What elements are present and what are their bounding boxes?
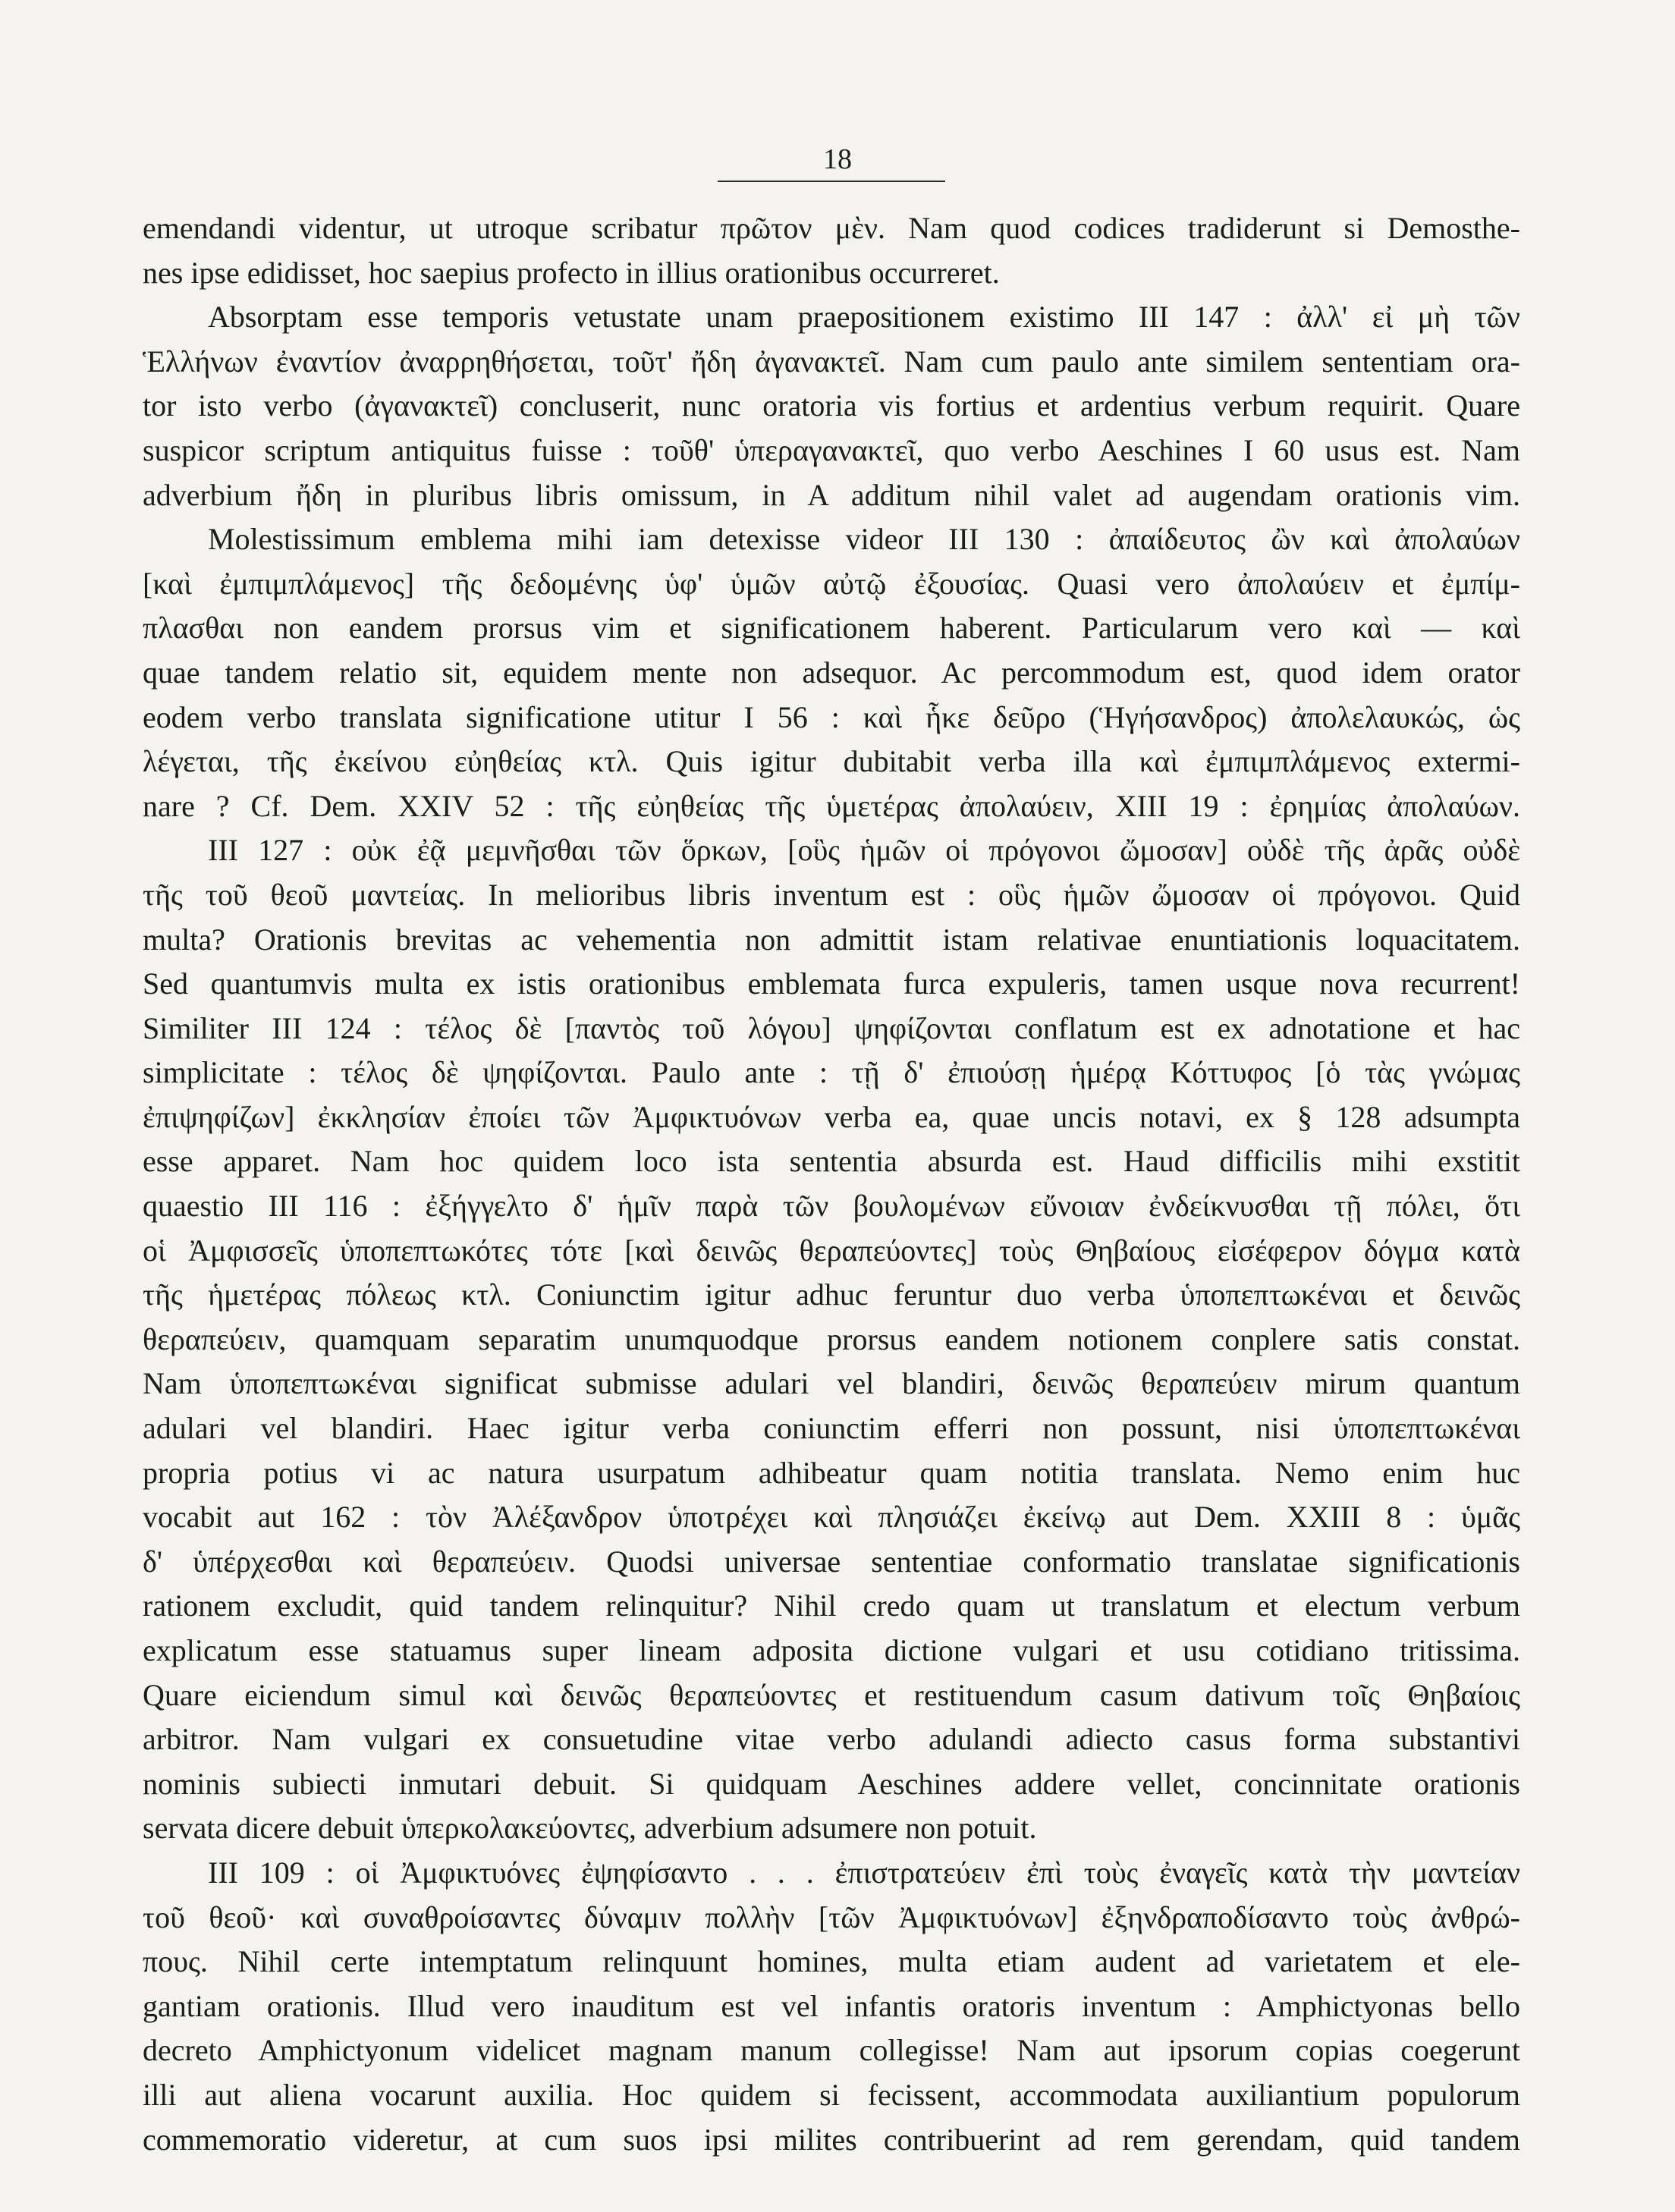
- text-line: arbitror. Nam vulgari ex consuetudine vitae verbo adulandi adiecto casus forma substantivi: [143, 1722, 1520, 1757]
- body-text: [143, 206, 1520, 2162]
- text-line: Absorptam esse temporis vetustate unam praepositionem existimo III 147 : ἀλλ' εἰ μὴ τῶν: [208, 300, 1520, 335]
- text-line: commemoratio videretur, at cum suos ipsi milites contribuerint ad rem gerendam, quid tandem: [143, 2122, 1520, 2157]
- text-line: servata dicere debuit ὑπερκολακεύοντες, adverbium adsumere non potuit.: [143, 1811, 1037, 1846]
- text-line: III 127 : οὐκ ἐᾷ μεμνῆσθαι τῶν ὅρκων, [οὓς ἡμῶν οἱ πρόγονοι ὤμοσαν] οὐδὲ τῆς ἀρᾶς οὐδὲ: [208, 833, 1520, 868]
- text-line: οἱ Ἀμφισσεῖς ὑποπεπτωκότες τότε [καὶ δεινῶς θεραπεύοντες] τοὺς Θηβαίους εἰσέφερον δόγμα κατὰ: [143, 1233, 1520, 1268]
- text-line: adulari vel blandiri. Haec igitur verba coniunctim efferri non possunt, nisi ὑποπεπτωκέναι: [143, 1411, 1520, 1446]
- text-line: decreto Amphictyonum videlicet magnam manum collegisse! Nam aut ipsorum copias coegerunt: [143, 2033, 1520, 2068]
- text-line: θεραπεύειν, quamquam separatim unumquodque prorsus eandem notionem conplere satis constat.: [143, 1321, 1520, 1356]
- text-line: illi aut aliena vocarunt auxilia. Hoc quidem si fecissent, accommodata auxiliantium populorum: [143, 2077, 1520, 2112]
- text-line: Sed quantumvis multa ex istis orationibus emblemata furca expuleris, tamen usque nova recurrent!: [143, 966, 1520, 1001]
- text-line: τῆς ἡμετέρας πόλεως κτλ. Coniunctim igitur adhuc feruntur duo verba ὑποπεπτωκέναι et δεινῶς: [143, 1277, 1520, 1312]
- text-line: suspicor scriptum antiquitus fuisse : τοῦθ' ὑπεραγανακτεῖ, quo verbo Aeschines I 60 usus est. Nam: [143, 432, 1520, 467]
- text-line: gantiam orationis. Illud vero inauditum est vel infantis oratoris inventum : Amphictyonas bello: [143, 1988, 1520, 2023]
- text-line: tor isto verbo (ἀγανακτεῖ) concluserit, nunc oratoria vis fortius et ardentius verbum requirit. Quare: [143, 388, 1520, 423]
- text-line: quaestio III 116 : ἐξήγγελτο δ' ἡμῖν παρὰ τῶν βουλομένων εὔνοιαν ἐνδείκνυσθαι τῇ πόλει, ὅτι: [143, 1189, 1520, 1224]
- text-line: nes ipse edidisset, hoc saepius profecto in illius orationibus occurreret.: [143, 255, 1000, 290]
- text-line: III 109 : οἱ Ἀμφικτυόνες ἐψηφίσαντο . . . ἐπιστρατεύειν ἐπὶ τοὺς ἐναγεῖς κατὰ τὴν μαντείαν: [208, 1855, 1520, 1890]
- text-line: τῆς τοῦ θεοῦ μαντείας. In melioribus libris inventum est : οὓς ἡμῶν ὤμοσαν οἱ πρόγονοι. Quid: [143, 877, 1520, 912]
- text-line: λέγεται, τῆς ἐκείνου εὐηθείας κτλ. Quis igitur dubitabit verba illa καὶ ἐμπιμπλάμενος extermi-: [143, 744, 1520, 779]
- text-line: explicatum esse statuamus super lineam adposita dictione vulgari et usu cotidiano tritissima.: [143, 1633, 1520, 1667]
- text-line: esse apparet. Nam hoc quidem loco ista sententia absurda est. Haud difficilis mihi exstitit: [143, 1144, 1520, 1179]
- text-line: nare ? Cf. Dem. XXIV 52 : τῆς εὐηθείας τῆς ὑμετέρας ἀπολαύειν, XIII 19 : ἐρημίας ἀπολαύων.: [143, 788, 1520, 823]
- text-line: πλασθαι non eandem prorsus vim et significationem haberent. Particularum vero καὶ — καὶ: [143, 611, 1520, 646]
- text-line: Nam ὑποπεπτωκέναι significat submisse adulari vel blandiri, δεινῶς θεραπεύειν mirum quantum: [143, 1366, 1520, 1401]
- text-line: simplicitate : τέλος δὲ ψηφίζονται. Paulo ante : τῇ δ' ἐπιούσῃ ἡμέρᾳ Κόττυφος [ὁ τὰς γνώμας: [143, 1055, 1520, 1090]
- text-line: emendandi videntur, ut utroque scribatur πρῶτον μὲν. Nam quod codices tradiderunt si Demosthe-: [143, 211, 1520, 245]
- text-line: Ἑλλήνων ἐναντίον ἀναρρηθήσεται, τοῦτ' ἤδη ἀγανακτεῖ. Nam cum paulo ante similem sententiam ora-: [143, 344, 1520, 379]
- header-rule: [718, 181, 945, 182]
- text-line: [καὶ ἐμπιμπλάμενος] τῆς δεδομένης ὑφ' ὑμῶν αὐτῷ ἐξουσίας. Quasi vero ἀπολαύειν et ἐμπίμ-: [143, 566, 1520, 601]
- text-line: propria potius vi ac natura usurpatum adhibeatur quam notitia translata. Nemo enim huc: [143, 1455, 1520, 1490]
- text-line: multa? Orationis brevitas ac vehementia non admittit istam relativae enuntiationis loquacitatem.: [143, 922, 1520, 957]
- text-line: Quare eiciendum simul καὶ δεινῶς θεραπεύοντες et restituendum casum dativum τοῖς Θηβαίοις: [143, 1677, 1520, 1712]
- text-line: δ' ὑπέρχεσθαι καὶ θεραπεύειν. Quodsi universae sententiae conformatio translatae significationis: [143, 1544, 1520, 1579]
- text-line: τοῦ θεοῦ· καὶ συναθροίσαντες δύναμιν πολλὴν [τῶν Ἀμφικτυόνων] ἐξηνδραποδίσαντο τοὺς ἀνθρώ-: [143, 1899, 1520, 1934]
- text-line: quae tandem relatio sit, equidem mente non adsequor. Ac percommodum est, quod idem orator: [143, 655, 1520, 690]
- text-line: adverbium ἤδη in pluribus libris omissum, in A additum nihil valet ad augendam orationis vim.: [143, 477, 1520, 512]
- page-number: 18: [823, 143, 852, 175]
- text-line: ἐπιψηφίζων] ἐκκλησίαν ἐποίει τῶν Ἀμφικτυόνων verba ea, quae uncis notavi, ex § 128 adsumpta: [143, 1099, 1520, 1134]
- text-line: Molestissimum emblema mihi iam detexisse videor III 130 : ἀπαίδευτος ὢν καὶ ἀπολαύων: [208, 522, 1520, 557]
- text-line: πους. Nihil certe intemptatum relinquunt homines, multa etiam audent ad varietatem et ele-: [143, 1944, 1520, 1979]
- text-line: vocabit aut 162 : τὸν Ἀλέξανδρον ὑποτρέχει καὶ πλησιάζει ἐκείνῳ aut Dem. XXIII 8 : ὑμᾶς: [143, 1500, 1520, 1535]
- text-line: nominis subiecti inmutari debuit. Si quidquam Aeschines addere vellet, concinnitate orationis: [143, 1766, 1520, 1801]
- text-line: eodem verbo translata significatione utitur I 56 : καὶ ἧκε δεῦρο (Ἡγήσανδρος) ἀπολελαυκώς, ὡς: [143, 699, 1520, 734]
- text-line: rationem excludit, quid tandem relinquitur? Nihil credo quam ut translatum et electum verbum: [143, 1588, 1520, 1623]
- text-line: Similiter III 124 : τέλος δὲ [παντὸς τοῦ λόγου] ψηφίζονται conflatum est ex adnotatione et hac: [143, 1010, 1520, 1045]
